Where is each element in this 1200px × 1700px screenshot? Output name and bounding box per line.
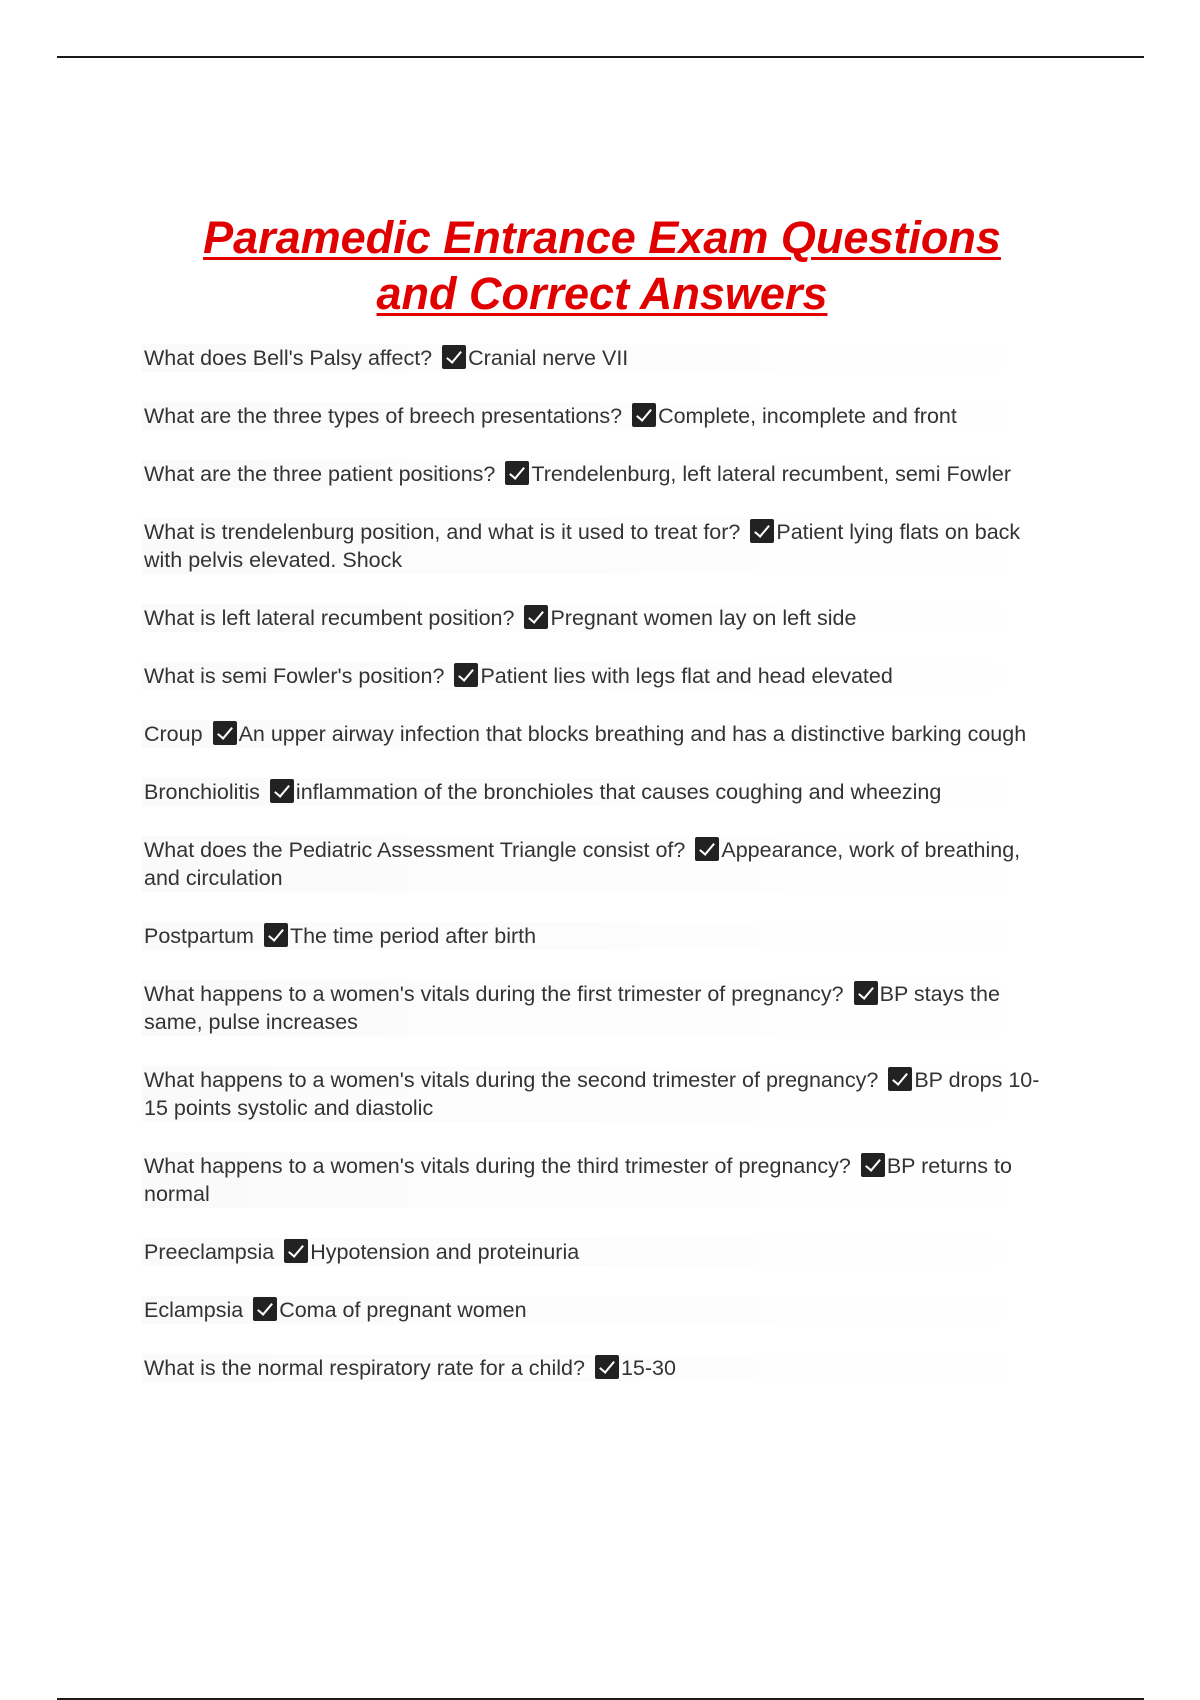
qa-item: [142, 836, 1062, 892]
answer-text: Complete, incomplete and front: [658, 404, 957, 428]
question-text: What are the three types of breech presentations?: [144, 404, 623, 428]
answer-text: BP stays the same, pulse increases: [144, 982, 1000, 1034]
check-box-icon: [888, 1067, 912, 1091]
answer-text: Coma of pregnant women: [279, 1298, 527, 1322]
check-box-icon: [454, 663, 478, 687]
check-box-icon: [595, 1355, 619, 1379]
answer-text: BP returns to normal: [144, 1154, 1012, 1206]
question-text: What is semi Fowler's position?: [144, 664, 445, 688]
answer-text: Patient lies with legs flat and head elevated: [480, 664, 893, 688]
top-divider: [57, 56, 1144, 58]
title-line-1: Paramedic Entrance Exam Questions: [203, 212, 1001, 263]
check-box-icon: [253, 1297, 277, 1321]
question-text: Eclampsia: [144, 1298, 244, 1322]
document-title: [132, 210, 1072, 322]
answer-text: The time period after birth: [289, 924, 537, 948]
question-text: What is the normal respiratory rate for a child?: [144, 1356, 585, 1380]
qa-item: [142, 778, 1062, 806]
qa-item: [142, 1296, 1062, 1324]
qa-item: [142, 720, 1062, 748]
answer-text: Patient lying flats on back with pelvis elevated. Shock: [144, 520, 1021, 572]
title-line-2: and Correct Answers: [376, 268, 828, 319]
question-text: What are the three patient positions?: [144, 462, 496, 486]
document-page: [142, 210, 1062, 1412]
question-text: Croup: [144, 722, 203, 746]
question-text: What does the Pediatric Assessment Triangle consist of?: [144, 838, 686, 862]
qa-item: [142, 518, 1062, 574]
check-box-icon: [284, 1239, 308, 1263]
qa-list: [142, 344, 1062, 1382]
answer-text: Pregnant women lay on left side: [550, 606, 857, 630]
check-box-icon: [632, 403, 656, 427]
answer-text: inflammation of the bronchioles that causes coughing and wheezing: [295, 780, 942, 804]
qa-item: [142, 662, 1062, 690]
question-text: What happens to a women's vitals during the first trimester of pregnancy?: [144, 982, 844, 1006]
qa-item: [142, 980, 1062, 1036]
check-box-icon: [270, 779, 294, 803]
qa-item: [142, 1066, 1062, 1122]
question-text: What is trendelenburg position, and what is it used to treat for?: [144, 520, 741, 544]
question-text: What happens to a women's vitals during the third trimester of pregnancy?: [144, 1154, 851, 1178]
question-text: What does Bell's Palsy affect?: [144, 346, 433, 370]
answer-text: 15-30: [620, 1356, 676, 1380]
answer-text: An upper airway infection that blocks breathing and has a distinctive barking cough: [238, 722, 1027, 746]
qa-item: [142, 604, 1062, 632]
check-box-icon: [524, 605, 548, 629]
question-text: What happens to a women's vitals during the second trimester of pregnancy?: [144, 1068, 879, 1092]
check-box-icon: [264, 923, 288, 947]
qa-item: [142, 344, 1062, 372]
check-box-icon: [442, 345, 466, 369]
qa-item: [142, 460, 1062, 488]
answer-text: Trendelenburg, left lateral recumbent, semi Fowler: [531, 462, 1011, 486]
question-text: Preeclampsia: [144, 1240, 275, 1264]
answer-text: BP drops 10-15 points systolic and diastolic: [144, 1068, 1040, 1120]
question-text: Postpartum: [144, 924, 254, 948]
qa-item: [142, 1354, 1062, 1382]
answer-text: Appearance, work of breathing, and circulation: [144, 838, 1021, 890]
question-text: What is left lateral recumbent position?: [144, 606, 515, 630]
check-box-icon: [505, 461, 529, 485]
qa-item: [142, 922, 1062, 950]
answer-text: Hypotension and proteinuria: [310, 1240, 580, 1264]
qa-item: [142, 1152, 1062, 1208]
question-text: Bronchiolitis: [144, 780, 260, 804]
check-box-icon: [750, 519, 774, 543]
qa-item: [142, 402, 1062, 430]
check-box-icon: [213, 721, 237, 745]
check-box-icon: [695, 837, 719, 861]
qa-item: [142, 1238, 1062, 1266]
check-box-icon: [861, 1153, 885, 1177]
check-box-icon: [854, 981, 878, 1005]
answer-text: Cranial nerve VII: [468, 346, 629, 370]
